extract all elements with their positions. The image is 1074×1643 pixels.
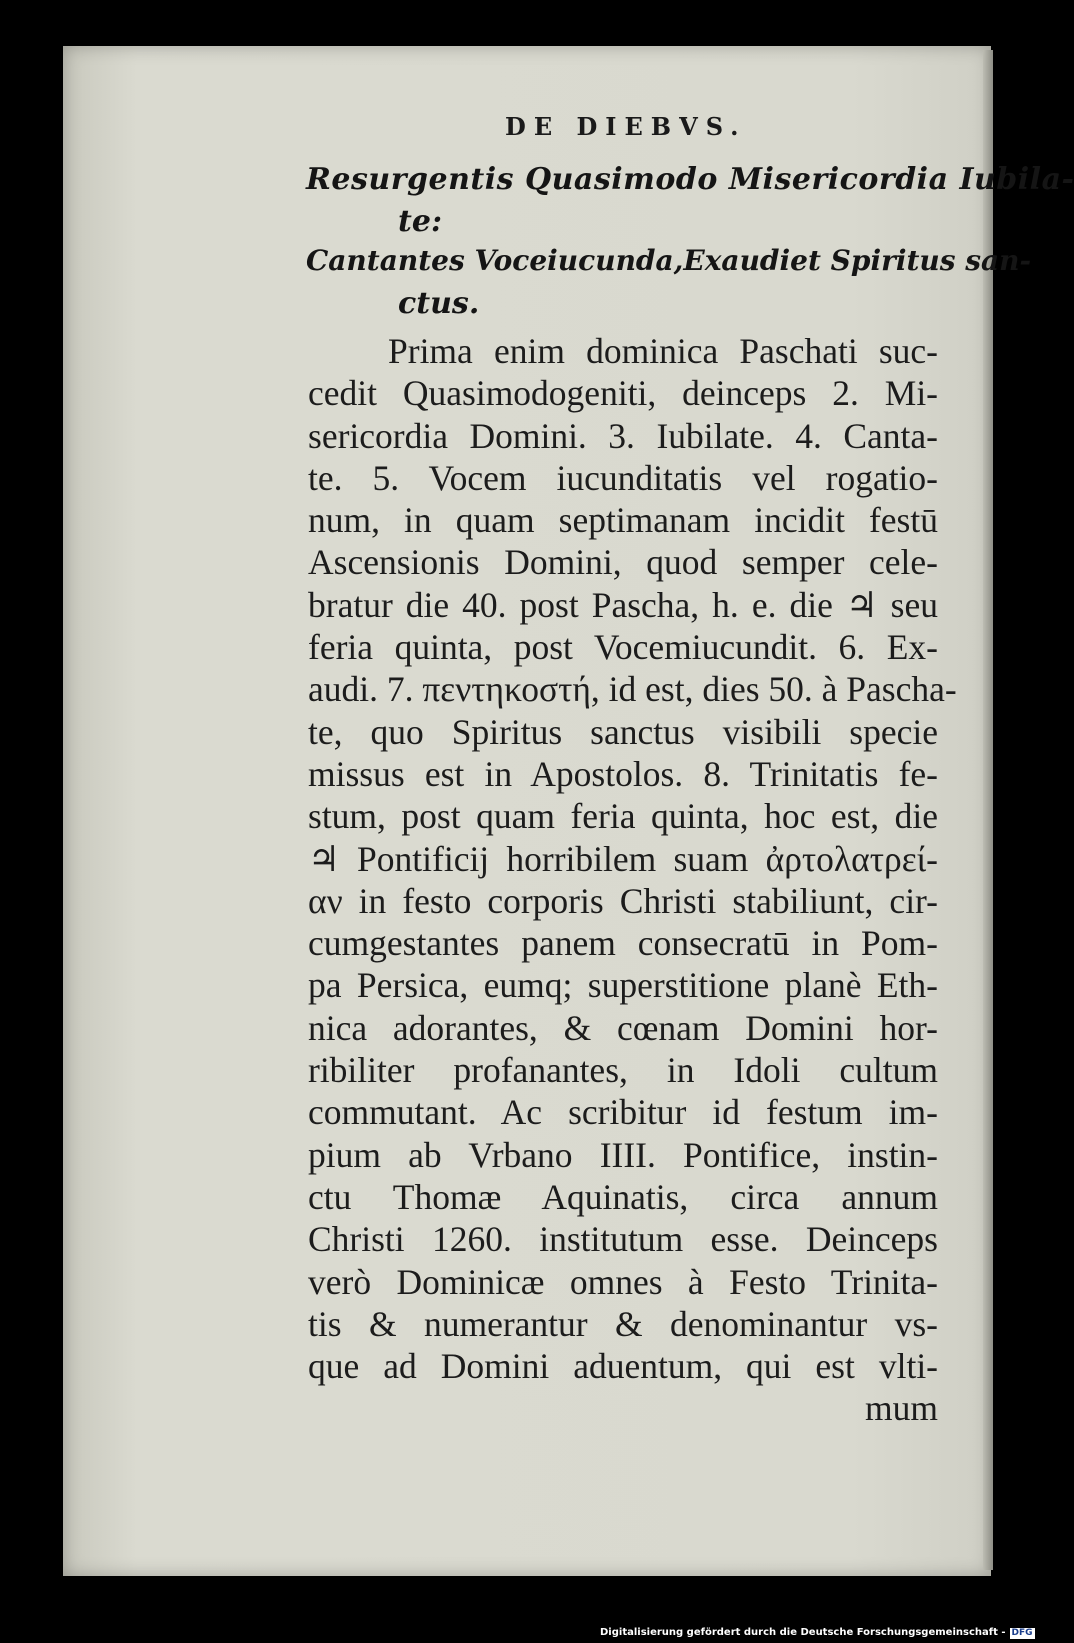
body-line: que ad Domini aduentum, qui est vlti- xyxy=(308,1346,938,1387)
body-line: te. 5. Vocem iucunditatis vel rogatio- xyxy=(308,457,938,498)
verse-line-3: Cantantes Voceiucunda,Exaudiet Spiritus san- xyxy=(306,244,1032,277)
catchword: mum xyxy=(865,1388,938,1429)
body-line: ctu Thomæ Aquinatis, circa annum xyxy=(308,1176,938,1217)
body-line: tis & numerantur & denominantur vs- xyxy=(308,1303,938,1344)
verse-line-2: te: xyxy=(398,204,443,239)
body-line: sericordia Domini. 3. Iubilate. 4. Canta- xyxy=(308,415,938,456)
body-text xyxy=(308,330,957,1430)
body-line: stum, post quam feria quinta, hoc est, die xyxy=(308,796,938,837)
body-line: pium ab Vrbano IIII. Pontifice, instin- xyxy=(308,1134,938,1175)
body-line: ♃ Pontificij horribilem suam ἀρτολατρεί- xyxy=(308,838,938,879)
body-line: num, in quam septimanam incidit festū xyxy=(308,500,938,541)
body-line: cedit Quasimodogeniti, deinceps 2. Mi- xyxy=(308,373,938,414)
dfg-logo: DFG xyxy=(1011,1628,1033,1638)
body-line: feria quinta, post Vocemiucundit. 6. Ex- xyxy=(308,627,938,668)
page-edge xyxy=(983,50,993,1570)
credit-text: Digitalisierung gefördert durch die Deutsche Forschungsgemeinschaft - xyxy=(600,1627,1006,1638)
body-line: pa Persica, eumq; superstitione planè Eth- xyxy=(308,965,938,1006)
body-line: nica adorantes, & cœnam Domini hor- xyxy=(308,1007,938,1048)
body-line: Ascensionis Domini, quod semper cele- xyxy=(308,542,938,583)
body-line: missus est in Apostolos. 8. Trinitatis fe- xyxy=(308,753,938,794)
verse-line-4: ctus. xyxy=(398,286,480,321)
body-line: Christi 1260. institutum esse. Deinceps xyxy=(308,1219,938,1260)
body-line: verò Dominicæ omnes à Festo Trinita- xyxy=(308,1261,938,1302)
verse-line-1: Resurgentis Quasimodo Misericordia Iubila- xyxy=(306,162,1074,197)
body-line: Prima enim dominica Paschati suc- xyxy=(388,331,938,371)
body-line: bratur die 40. post Pascha, h. e. die ♃ seu xyxy=(308,584,938,625)
body-line: audi. 7. πεντηκοστή, id est, dies 50. à Pascha- xyxy=(308,669,957,710)
body-line: commutant. Ac scribitur id festum im- xyxy=(308,1092,938,1133)
digitization-credit xyxy=(600,1627,1035,1639)
running-head: DE DIEBVS. xyxy=(505,112,747,141)
body-line: αν in festo corporis Christi stabiliunt, cir- xyxy=(308,880,938,921)
body-line: cumgestantes panem consecratū in Pom- xyxy=(308,923,938,964)
body-line: ribiliter profanantes, in Idoli cultum xyxy=(308,1050,938,1091)
body-line: te, quo Spiritus sanctus visibili specie xyxy=(308,711,938,752)
